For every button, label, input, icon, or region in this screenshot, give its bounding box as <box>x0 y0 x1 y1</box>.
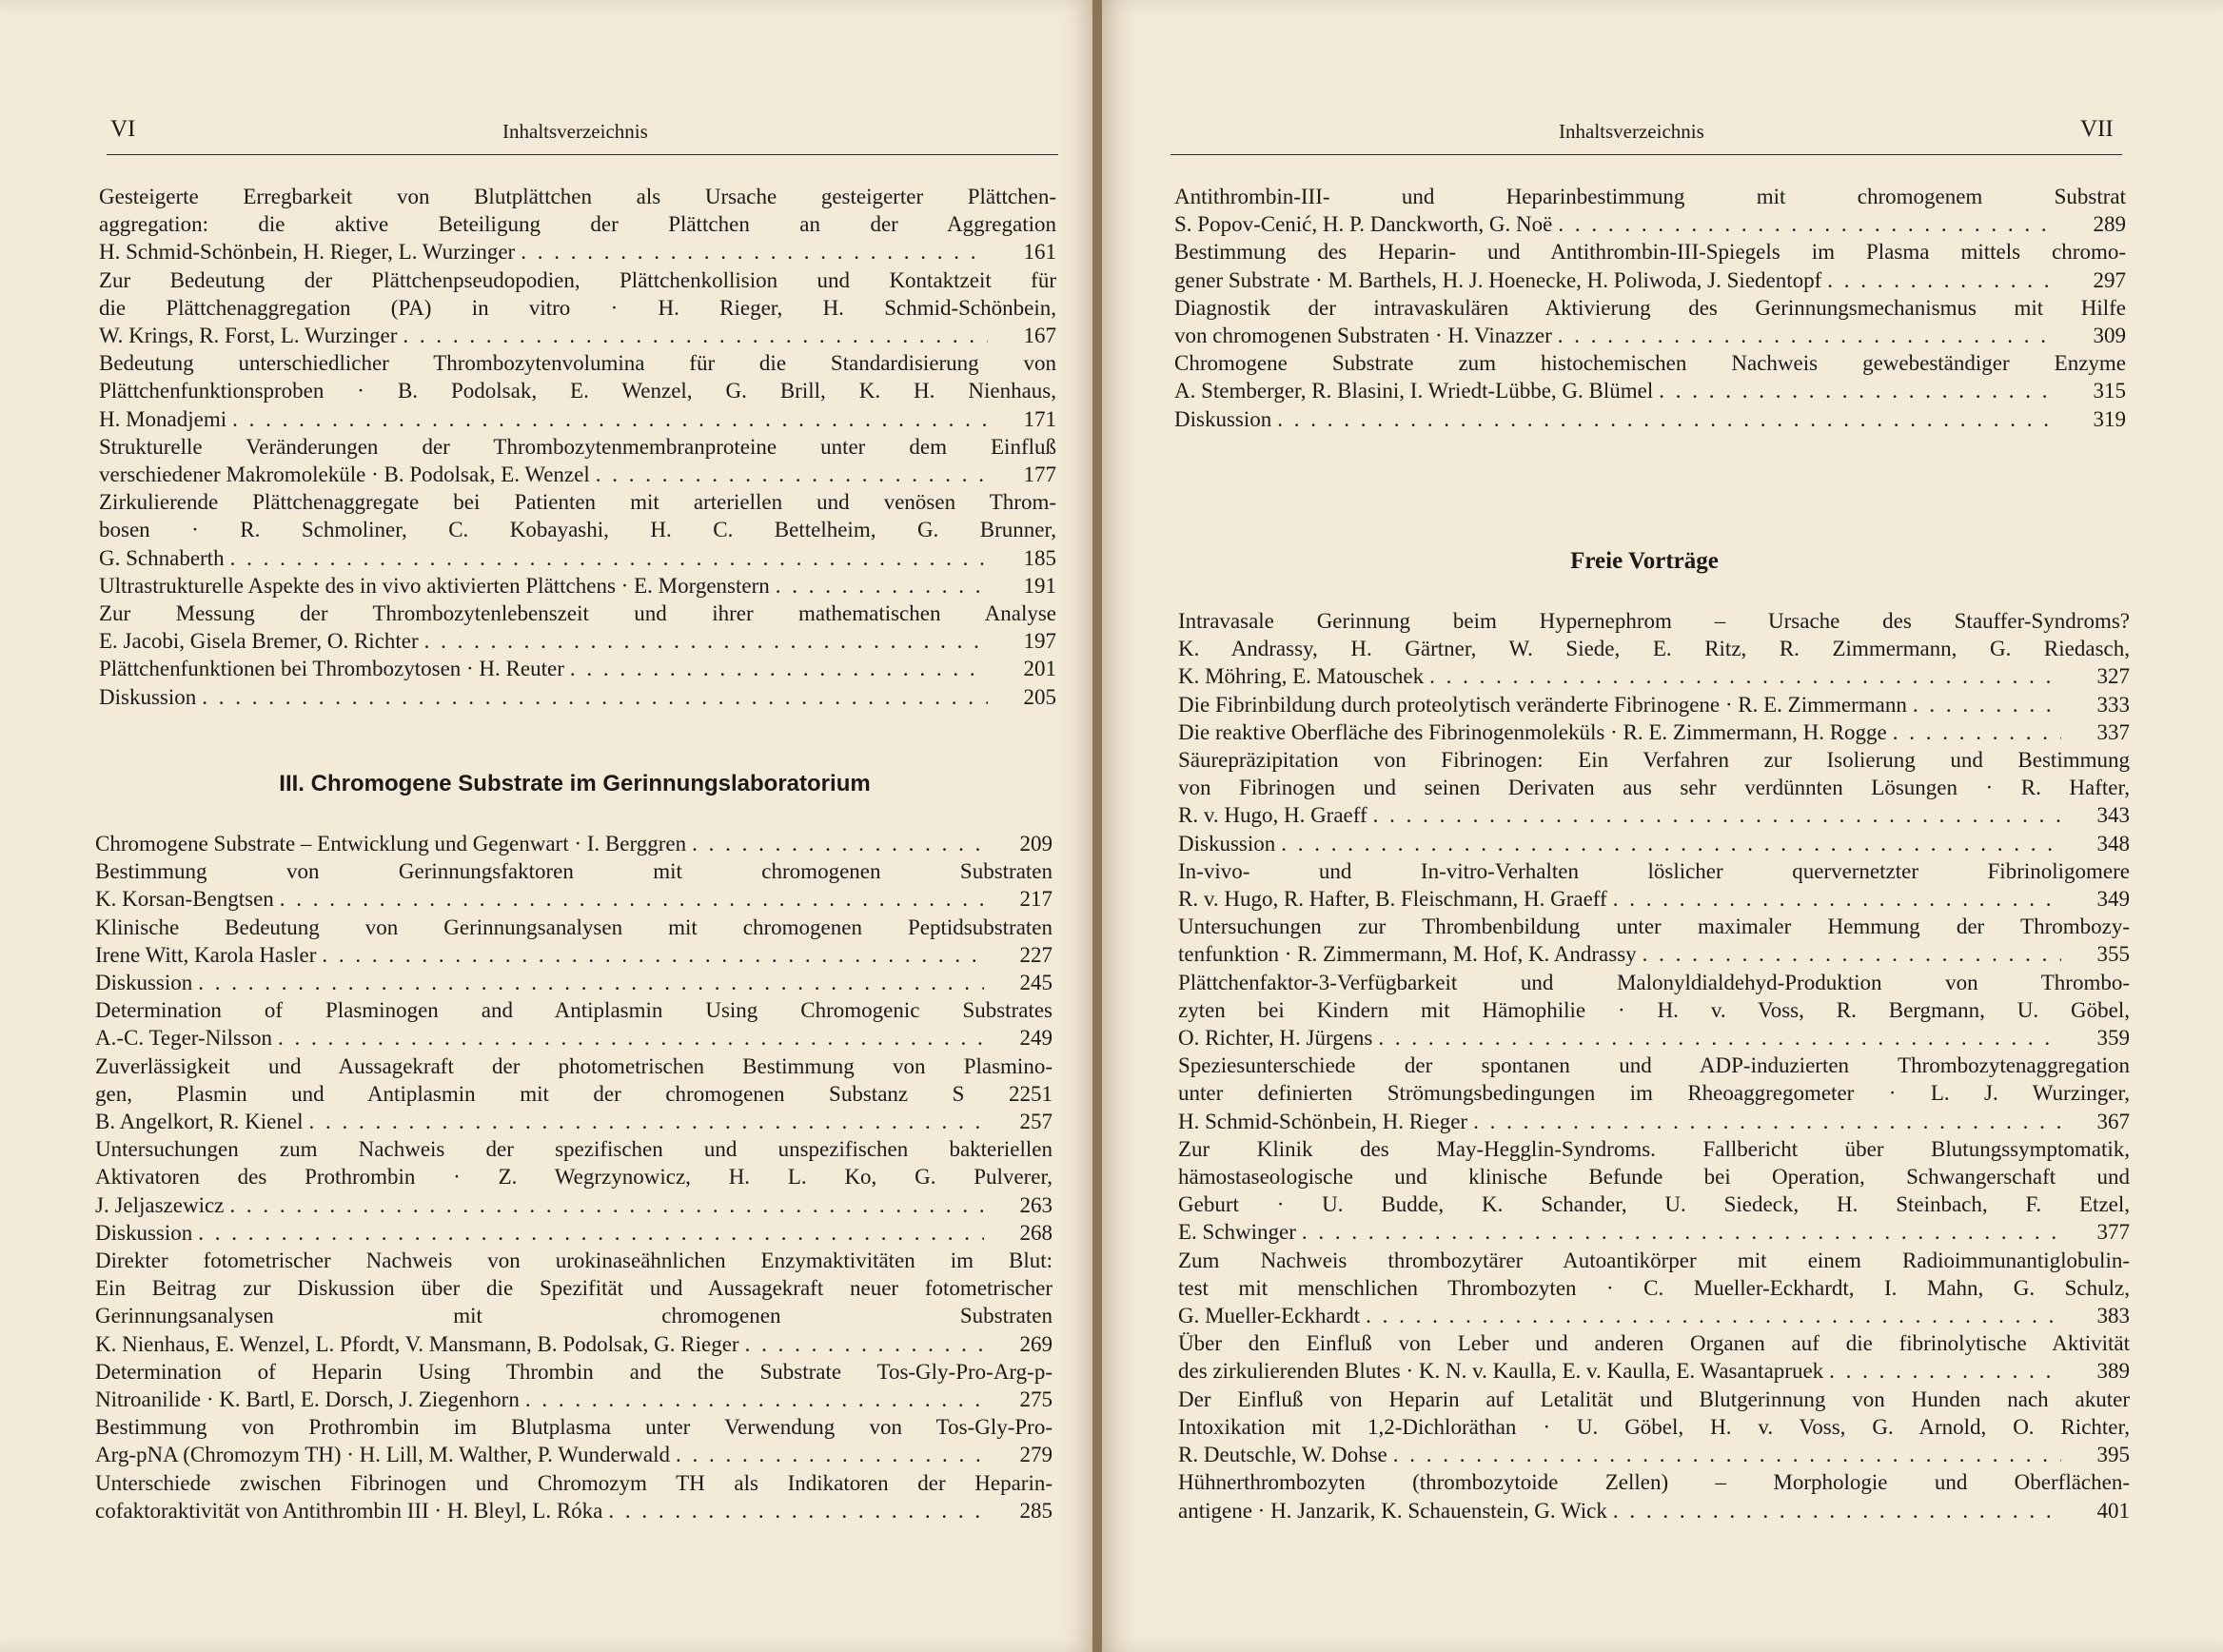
toc-entry-text: R. v. Hugo, R. Hafter, B. Fleischmann, H. Graeff <box>1178 887 1607 912</box>
toc-entry-text: Diskussion <box>95 971 193 995</box>
toc-entry-text: verschiedener Makromoleküle · B. Podolsak, E. Wenzel <box>99 462 590 487</box>
toc-entry-text: Bestimmung von Gerinnungsfaktoren mit chromogenen Substraten <box>95 859 1052 884</box>
toc-entry <box>1178 913 2130 968</box>
toc-page-number: 269 <box>1019 1331 1052 1356</box>
leader-dots <box>1429 662 2061 690</box>
toc-page-number: 289 <box>2093 212 2126 237</box>
toc-entry-text: E. Schwinger <box>1178 1220 1296 1245</box>
toc-entry <box>95 914 1052 969</box>
toc-entry <box>1178 1329 2130 1385</box>
toc-entry-text: H. Schmid-Schönbein, H. Rieger, L. Wurzinger <box>99 240 516 265</box>
toc-entry-text: R. Deutschle, W. Dohse <box>1178 1443 1387 1467</box>
toc-page-number: 337 <box>2096 719 2130 744</box>
toc-entry <box>99 600 1056 655</box>
toc-page-number: 227 <box>1019 942 1052 967</box>
toc-entry <box>95 969 1052 996</box>
toc-entry <box>1178 1052 2130 1135</box>
toc-entry <box>99 683 1056 711</box>
toc-entry-text: antigene · H. Janzarik, K. Schauenstein, G. Wick <box>1178 1498 1607 1523</box>
toc-page-number: 319 <box>2093 406 2126 431</box>
toc-entry <box>99 572 1056 600</box>
toc-page-number: 275 <box>1019 1387 1052 1412</box>
toc-entry <box>1174 294 2126 349</box>
toc-entry <box>99 266 1056 350</box>
leader-dots <box>608 1497 984 1524</box>
toc-entry-text: Zuverlässigkeit und Aussagekraft der photometrischen Bestimmung von Plasmino- <box>95 1053 1052 1078</box>
toc-page-number: 161 <box>1023 240 1056 265</box>
toc-entry-text: K. Andrassy, H. Gärtner, W. Siede, E. Ritz, R. Zimmermann, G. Riedasch, <box>1178 637 2130 661</box>
leader-dots <box>1277 405 2057 433</box>
toc-page-number: 217 <box>1019 887 1052 912</box>
toc-entry <box>95 1358 1052 1413</box>
toc-entry <box>95 857 1052 913</box>
toc-page-number: 327 <box>2096 664 2130 689</box>
toc-entry-text: Diskussion <box>1178 831 1276 856</box>
toc-entry-text: von chromogenen Substraten · H. Vinazzer <box>1174 324 1552 348</box>
toc-entry-text: K. Nienhaus, E. Wenzel, L. Pfordt, V. Mansmann, B. Podolsak, G. Rieger <box>95 1331 739 1356</box>
toc-entry-text: Determination of Plasminogen and Antiplasmin Using Chromogenic Substrates <box>95 998 1052 1023</box>
toc-entry-text: G. Mueller-Eckhardt <box>1178 1304 1361 1328</box>
toc-entry <box>99 183 1056 266</box>
leader-dots <box>1302 1218 2061 1246</box>
leader-dots <box>692 830 984 857</box>
toc-entry <box>95 1469 1052 1524</box>
leader-dots <box>1913 691 2061 718</box>
leader-dots <box>424 627 988 655</box>
leader-dots <box>1393 1441 2061 1468</box>
toc-entry-text: Geburt · U. Budde, K. Schander, U. Siedeck, H. Steinbach, F. Etzel, <box>1178 1192 2130 1217</box>
right-toc-list-free-talks <box>1178 607 2130 1524</box>
toc-entry-text: test mit menschlichen Thrombozyten · C. Mueller-Eckhardt, I. Mahn, G. Schulz, <box>1178 1275 2130 1300</box>
leader-dots <box>230 544 988 572</box>
toc-entry-text: Zur Messung der Thrombozytenlebenszeit und ihrer mathematischen Analyse <box>99 601 1056 626</box>
toc-entry-text: Plättchenfunktionsproben · B. Podolsak, E. Wenzel, G. Brill, K. H. Nienhaus, <box>99 379 1056 403</box>
toc-entry <box>1178 857 2130 913</box>
toc-entry-text: B. Angelkort, R. Kienel <box>95 1110 304 1134</box>
leader-dots <box>229 1191 984 1219</box>
toc-entry-text: R. v. Hugo, H. Graeff <box>1178 803 1367 828</box>
toc-page-number: 389 <box>2096 1359 2130 1384</box>
toc-entry-text: bosen · R. Schmoliner, C. Kobayashi, H. C. Bettelheim, G. Brunner, <box>99 518 1056 542</box>
toc-entry <box>95 996 1052 1052</box>
toc-entry-text: Strukturelle Veränderungen der Thrombozytenmembranproteine unter dem Einfluß <box>99 434 1056 459</box>
toc-entry-text: von Fibrinogen und seinen Derivaten aus sehr verdünnten Lösungen · R. Hafter, <box>1178 776 2130 800</box>
toc-entry-text: Intoxikation mit 1,2-Dichloräthan · U. Göbel, H. v. Voss, G. Arnold, O. Richter, <box>1178 1414 2130 1439</box>
leader-dots <box>198 1219 984 1247</box>
left-running-title: Inhaltsverzeichnis <box>502 120 648 143</box>
left-toc-list <box>99 183 1056 711</box>
leader-dots <box>525 1386 984 1413</box>
toc-entry-text: Speziesunterschiede der spontanen und ADP-induzierten Thrombozytenaggregation <box>1178 1053 2130 1078</box>
toc-entry <box>1174 238 2126 293</box>
toc-entry-text: Zirkulierende Plättchenaggregate bei Patienten mit arteriellen und venösen Throm- <box>99 490 1056 515</box>
toc-entry-text: Bedeutung unterschiedlicher Thrombozytenvolumina für die Standardisierung von <box>99 351 1056 376</box>
toc-page-number: 359 <box>2096 1026 2130 1051</box>
toc-entry-text: Gerinnungsanalysen mit chromogenen Substraten <box>95 1304 1052 1328</box>
toc-entry-text: Determination of Heparin Using Thrombin and the Substrate Tos-Gly-Pro-Arg-p- <box>95 1359 1052 1384</box>
leader-dots <box>596 461 988 488</box>
toc-page-number: 201 <box>1023 657 1056 681</box>
leader-dots <box>1613 1497 2061 1524</box>
right-page-number: VII <box>2080 116 2114 142</box>
right-section-title: Freie Vorträge <box>1570 548 1719 574</box>
toc-page-number: 263 <box>1019 1192 1052 1217</box>
toc-entry-text: Chromogene Substrate – Entwicklung und Gegenwart · I. Berggren <box>95 832 687 856</box>
leader-dots <box>570 655 988 682</box>
toc-entry-text: Chromogene Substrate zum histochemischen Nachweis gewebeständiger Enzyme <box>1174 351 2126 376</box>
toc-entry-text: H. Schmid-Schönbein, H. Rieger <box>1178 1109 1468 1133</box>
toc-entry <box>95 1052 1052 1136</box>
toc-entry-text: A. Stemberger, R. Blasini, I. Wriedt-Lübbe, G. Blümel <box>1174 379 1654 403</box>
leader-dots <box>278 1024 984 1052</box>
toc-entry-text: K. Korsan-Bengtsen <box>95 887 274 912</box>
toc-entry-text: Diskussion <box>1174 406 1272 431</box>
toc-page-number: 297 <box>2093 267 2126 292</box>
leader-dots <box>1643 940 2061 968</box>
right-page <box>1102 0 2223 1652</box>
leader-dots <box>521 238 988 266</box>
leader-dots <box>776 572 988 600</box>
toc-entry-text: Klinische Bedeutung von Gerinnungsanalysen mit chromogenen Peptidsubstraten <box>95 914 1052 939</box>
toc-entry-text: Plättchenfunktionen bei Thrombozytosen · H. Reuter <box>99 657 564 681</box>
toc-entry-text: Zur Bedeutung der Plättchenpseudopodien, Plättchenkollision und Kontaktzeit für <box>99 267 1056 292</box>
leader-dots <box>676 1441 984 1468</box>
toc-entry <box>1178 607 2130 691</box>
toc-entry <box>99 433 1056 488</box>
leader-dots <box>1893 718 2061 746</box>
toc-entry-text: Diagnostik der intravaskulären Aktivierung des Gerinnungsmechanismus mit Hilfe <box>1174 295 2126 320</box>
toc-entry-text: E. Jacobi, Gisela Bremer, O. Richter <box>99 629 419 654</box>
toc-entry-text: Untersuchungen zur Thrombenbildung unter maximaler Hemmung der Thrombozy- <box>1178 914 2130 939</box>
leader-dots <box>322 941 984 969</box>
toc-page-number: 177 <box>1023 462 1056 487</box>
toc-page-number: 367 <box>2096 1109 2130 1133</box>
toc-entry-text: Die Fibrinbildung durch proteolytisch veränderte Fibrinogene · R. E. Zimmermann <box>1178 692 1907 717</box>
toc-entry-text: Diskussion <box>99 684 197 709</box>
left-running-head <box>0 116 1094 147</box>
toc-entry-text: Antithrombin-III- und Heparinbestimmung mit chromogenem Substrat <box>1174 185 2126 208</box>
toc-entry-text: unter definierten Strömungsbedingungen im Rheoaggregometer · L. J. Wurzinger, <box>1178 1081 2130 1106</box>
toc-entry <box>99 655 1056 682</box>
toc-page-number: 249 <box>1019 1026 1052 1051</box>
toc-page-number: 315 <box>2093 379 2126 403</box>
toc-entry-text: Untersuchungen zum Nachweis der spezifischen und unspezifischen bakteriellen <box>95 1137 1052 1162</box>
toc-entry-text: Unterschiede zwischen Fibrinogen und Chromozym TH als Indikatoren der Heparin- <box>95 1470 1052 1495</box>
toc-entry-text: J. Jeljaszewicz <box>95 1192 225 1217</box>
toc-entry-text: Diskussion <box>95 1220 193 1245</box>
toc-entry <box>1178 1468 2130 1524</box>
leader-dots <box>308 1108 984 1135</box>
toc-page-number: 348 <box>2096 831 2130 856</box>
toc-page-number: 257 <box>1019 1110 1052 1134</box>
left-toc-list-section-3 <box>95 830 1052 1524</box>
toc-entry <box>99 349 1056 433</box>
left-page <box>0 0 1094 1652</box>
toc-entry-text: cofaktoraktivität von Antithrombin III · H. Bleyl, L. Róka <box>95 1498 603 1523</box>
toc-entry <box>95 1219 1052 1247</box>
toc-page-number: 355 <box>2096 942 2130 967</box>
toc-entry <box>99 488 1056 572</box>
toc-entry-text: K. Möhring, E. Matouschek <box>1178 664 1425 689</box>
toc-entry <box>95 1247 1052 1358</box>
toc-entry-text: Der Einfluß von Heparin auf Letalität und Blutgerinnung von Hunden nach akuter <box>1178 1386 2130 1411</box>
leader-dots <box>1659 377 2057 404</box>
toc-entry-text: In-vivo- und In-vitro-Verhalten löslicher quervernetzter Fibrinoligomere <box>1178 858 2130 883</box>
toc-page-number: 268 <box>1019 1220 1052 1245</box>
toc-entry <box>1178 1247 2130 1330</box>
toc-page-number: 279 <box>1019 1443 1052 1467</box>
toc-entry-text: G. Schnaberth <box>99 545 225 570</box>
toc-entry-text: O. Richter, H. Jürgens <box>1178 1026 1373 1051</box>
toc-page-number: 285 <box>1019 1498 1052 1523</box>
toc-entry <box>1178 969 2130 1052</box>
toc-entry-text: Bestimmung des Heparin- und Antithrombin-III-Spiegels im Plasma mittels chromo- <box>1174 240 2126 265</box>
toc-entry-text: Zur Klinik des May-Hegglin-Syndroms. Fallbericht über Blutungssymptomatik, <box>1178 1136 2130 1161</box>
toc-entry-text: Zum Nachweis thrombozytärer Autoantikörper mit einem Radioimmunantiglobulin- <box>1178 1248 2130 1272</box>
toc-entry-text: gen, Plasmin und Antiplasmin mit der chromogenen Substanz S 2251 <box>95 1081 1052 1106</box>
toc-entry-text: Gesteigerte Erregbarkeit von Blutplättchen als Ursache gesteigerter Plättchen- <box>99 185 1056 208</box>
toc-entry-text: aggregation: die aktive Beteiligung der Plättchen an der Aggregation <box>99 212 1056 237</box>
toc-entry-text: Bestimmung von Prothrombin im Blutplasma unter Verwendung von Tos-Gly-Pro- <box>95 1415 1052 1440</box>
toc-entry-text: Irene Witt, Karola Hasler <box>95 942 317 967</box>
toc-entry <box>95 1413 1052 1468</box>
toc-page-number: 309 <box>2093 324 2126 348</box>
toc-entry-text: S. Popov-Cenić, H. P. Danckworth, G. Noë <box>1174 212 1553 237</box>
toc-entry <box>1174 405 2126 433</box>
toc-entry <box>1178 1135 2130 1247</box>
toc-entry-text: Direkter fotometrischer Nachweis von urokinaseähnlichen Enzymaktivitäten im Blut: <box>95 1249 1052 1273</box>
toc-entry-text: H. Monadjemi <box>99 406 227 431</box>
left-header-rule <box>107 154 1058 155</box>
right-toc-list <box>1174 183 2126 433</box>
toc-entry-text: Ein Beitrag zur Diskussion über die Spezifität und Aussagekraft neuer fotometrischer <box>95 1276 1052 1301</box>
toc-page-number: 377 <box>2096 1220 2130 1245</box>
toc-entry <box>1174 349 2126 404</box>
toc-page-number: 383 <box>2096 1304 2130 1328</box>
toc-entry <box>1178 718 2130 746</box>
toc-page-number: 333 <box>2096 692 2130 717</box>
toc-entry-text: Säurepräzipitation von Fibrinogen: Ein Verfahren zur Isolierung und Bestimmung <box>1178 748 2130 773</box>
toc-page-number: 197 <box>1023 629 1056 654</box>
right-header-rule <box>1171 154 2122 155</box>
toc-entry-text: gener Substrate · M. Barthels, H. J. Hoenecke, H. Poliwoda, J. Siedentopf <box>1174 267 1822 292</box>
leader-dots <box>1829 1357 2061 1385</box>
leader-dots <box>1558 210 2057 238</box>
right-running-title: Inhaltsverzeichnis <box>1559 120 1704 143</box>
toc-page-number: 205 <box>1023 684 1056 709</box>
toc-page-number: 185 <box>1023 545 1056 570</box>
toc-page-number: 343 <box>2096 803 2130 828</box>
leader-dots <box>1558 322 2057 349</box>
toc-entry-text: A.-C. Teger-Nilsson <box>95 1026 272 1051</box>
left-page-number: VI <box>110 116 136 142</box>
leader-dots <box>1373 801 2061 829</box>
leader-dots <box>198 969 984 996</box>
leader-dots <box>202 683 988 711</box>
toc-entry-text: tenfunktion · R. Zimmermann, M. Hof, K. Andrassy <box>1178 942 1637 967</box>
leader-dots <box>1378 1024 2061 1052</box>
toc-page-number: 245 <box>1019 971 1052 995</box>
toc-page-number: 167 <box>1023 324 1056 348</box>
toc-entry-text: des zirkulierenden Blutes · K. N. v. Kaulla, E. v. Kaulla, E. Wasantapruek <box>1178 1359 1824 1384</box>
left-section-title: III. Chromogene Substrate im Gerinnungslaboratorium <box>279 771 871 796</box>
toc-page-number: 395 <box>2096 1443 2130 1467</box>
toc-entry-text: Nitroanilide · K. Bartl, E. Dorsch, J. Ziegenhorn <box>95 1387 520 1412</box>
toc-page-number: 209 <box>1019 832 1052 856</box>
leader-dots <box>1827 266 2057 294</box>
toc-entry-text: Die reaktive Oberfläche des Fibrinogenmoleküls · R. E. Zimmermann, H. Rogge <box>1178 719 1887 744</box>
leader-dots <box>745 1330 984 1358</box>
toc-entry-text: Über den Einfluß von Leber und anderen Organen auf die fibrinolytische Aktivität <box>1178 1331 2130 1356</box>
toc-page-number: 191 <box>1023 573 1056 598</box>
leader-dots <box>1473 1108 2061 1135</box>
toc-entry <box>1178 691 2130 718</box>
toc-page-number: 171 <box>1023 406 1056 431</box>
leader-dots <box>1613 885 2061 913</box>
toc-entry-text: Aktivatoren des Prothrombin · Z. Wegrzynowicz, H. L. Ko, G. Pulverer, <box>95 1165 1052 1190</box>
toc-entry <box>1174 183 2126 238</box>
toc-page-number: 401 <box>2096 1498 2130 1523</box>
toc-entry <box>95 1135 1052 1219</box>
leader-dots <box>403 322 988 349</box>
toc-entry-text: Arg-pNA (Chromozym TH) · H. Lill, M. Walther, P. Wunderwald <box>95 1443 671 1467</box>
leader-dots <box>280 885 984 913</box>
right-running-head <box>1102 116 2223 147</box>
toc-entry-text: W. Krings, R. Forst, L. Wurzinger <box>99 324 398 348</box>
toc-entry-text: Plättchenfaktor-3-Verfügbarkeit und Malonyldialdehyd-Produktion von Thrombo- <box>1178 970 2130 994</box>
toc-entry <box>1178 830 2130 857</box>
leader-dots <box>1281 830 2061 857</box>
leader-dots <box>1366 1302 2061 1329</box>
toc-entry <box>95 830 1052 857</box>
toc-entry-text: Hühnerthrombozyten (thrombozytoide Zellen) – Morphologie und Oberflächen- <box>1178 1470 2130 1495</box>
toc-entry <box>1178 1386 2130 1469</box>
toc-entry <box>1178 746 2130 830</box>
toc-entry-text: hämostaseologische und klinische Befunde bei Operation, Schwangerschaft und <box>1178 1165 2130 1190</box>
toc-entry-text: Intravasale Gerinnung beim Hypernephrom – Ursache des Stauffer-Syndroms? <box>1178 609 2130 633</box>
toc-entry-text: Ultrastrukturelle Aspekte des in vivo aktivierten Plättchens · E. Morgenstern <box>99 573 770 598</box>
toc-entry-text: zyten bei Kindern mit Hämophilie · H. v. Voss, R. Bergmann, U. Göbel, <box>1178 997 2130 1022</box>
toc-entry-text: die Plättchenaggregation (PA) in vitro · H. Rieger, H. Schmid-Schönbein, <box>99 295 1056 320</box>
leader-dots <box>232 405 988 433</box>
toc-page-number: 349 <box>2096 887 2130 912</box>
